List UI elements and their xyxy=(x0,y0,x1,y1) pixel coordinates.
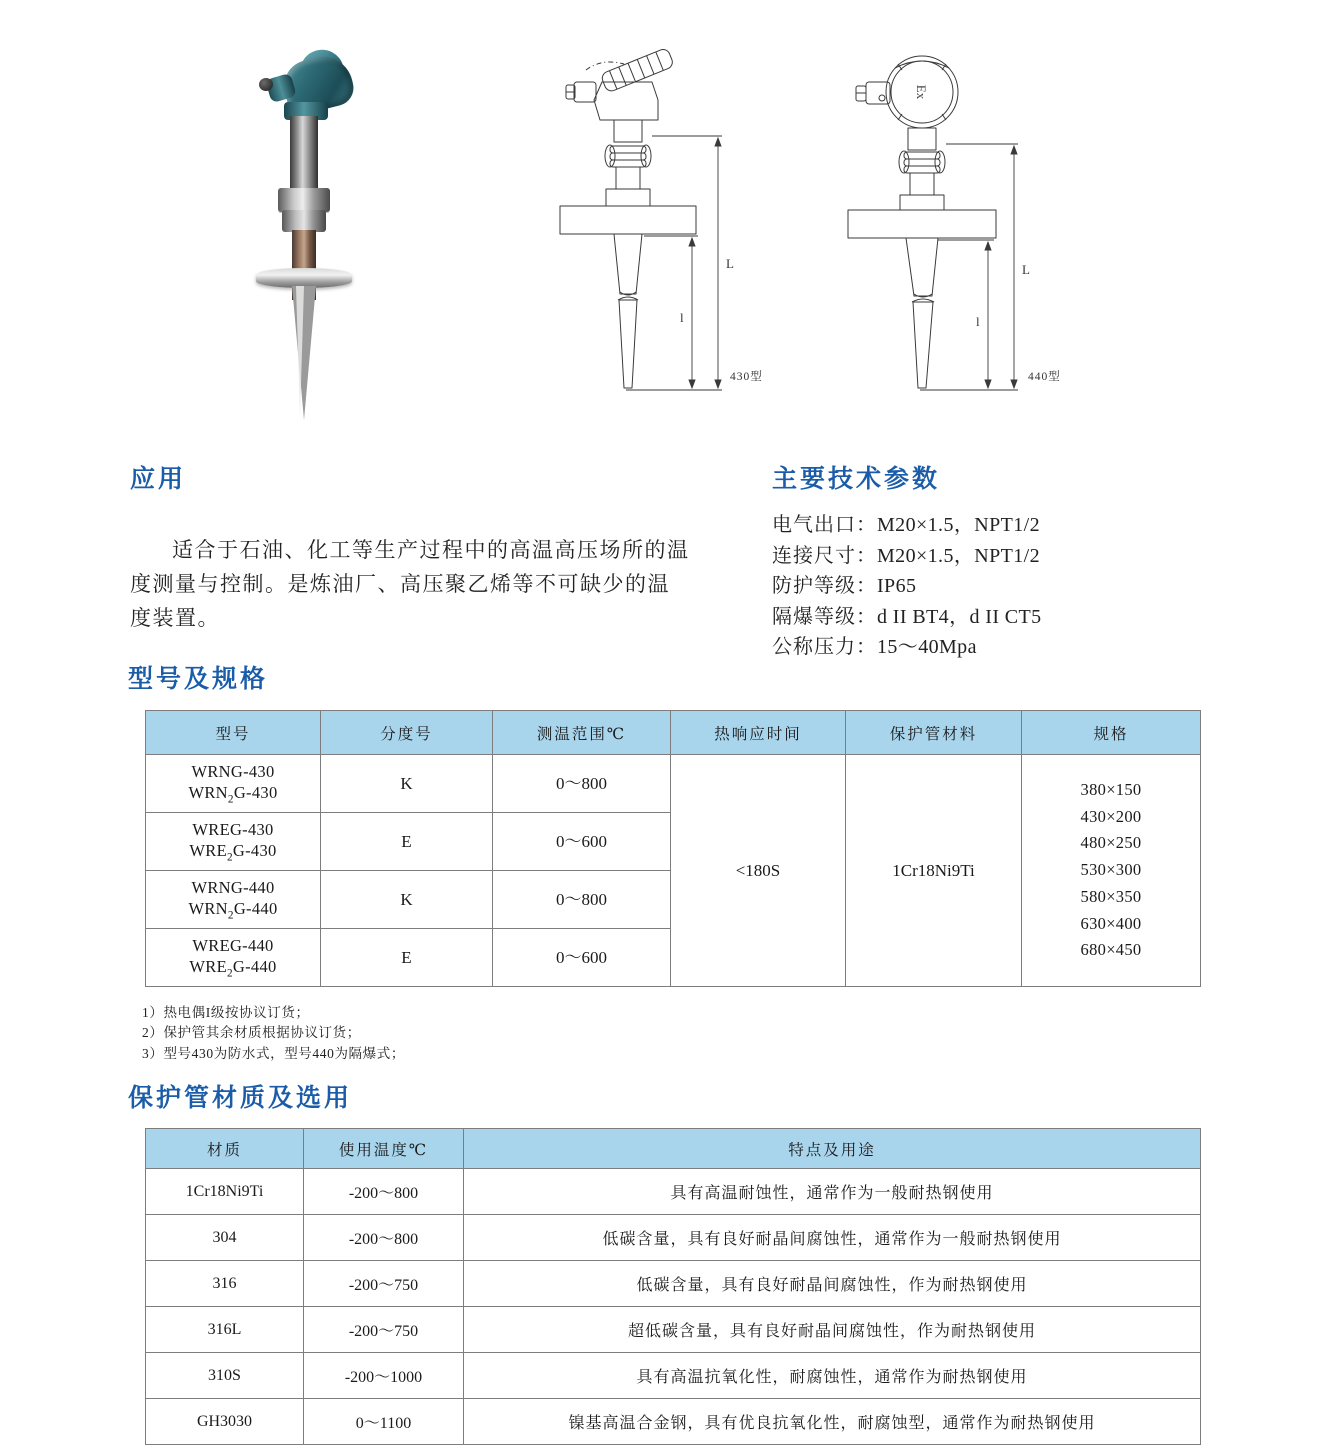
tube-materials-heading: 保护管材质及选用 xyxy=(128,1083,353,1112)
photo-flange xyxy=(256,268,352,288)
cell-range: 0～600 xyxy=(493,813,671,871)
cell-grade: K xyxy=(321,755,493,813)
tech-param-value: M20×1.5，NPT1/2 xyxy=(877,514,1041,536)
photo-hex-nut xyxy=(278,188,330,212)
model-secondary: $WRE_2G-430$ xyxy=(189,840,277,864)
cell-range: 0～800 xyxy=(493,871,671,929)
col-header-response: 热响应时间 xyxy=(671,711,846,755)
cell-grade: E xyxy=(321,813,493,871)
col-header-model: 型号 xyxy=(146,711,321,755)
model-primary: WREG-430 xyxy=(192,819,274,839)
photo-stem xyxy=(290,116,318,192)
dimension-label-L: L xyxy=(726,256,734,271)
figure-caption-440: 440型 xyxy=(1028,371,1061,383)
model-primary: WRNG-430 xyxy=(191,761,275,781)
cell-material: 316 xyxy=(146,1261,304,1307)
size-item: 480×250 xyxy=(1080,833,1142,853)
models-footnotes xyxy=(142,1003,405,1064)
photo-probe-highlight xyxy=(296,286,304,416)
tech-param-label: 防护等级： xyxy=(772,575,877,598)
cell-temperature: -200～750 xyxy=(304,1261,464,1307)
table-row xyxy=(146,755,1201,813)
cell-temperature: -200～800 xyxy=(304,1215,464,1261)
tech-params-list xyxy=(772,510,1242,663)
application-heading: 应用 xyxy=(130,464,187,493)
tech-param-label: 连接尺寸： xyxy=(772,544,877,567)
cell-material: 316L xyxy=(146,1307,304,1353)
table-row xyxy=(146,1169,1201,1215)
cell-feature: 镍基高温合金钢，具有优良抗氧化性，耐腐蚀型，通常作为耐热钢使用 xyxy=(464,1399,1201,1445)
models-heading: 型号及规格 xyxy=(128,664,269,693)
cell-tube-material: 1Cr18Ni9Ti xyxy=(846,755,1022,987)
size-item: 680×450 xyxy=(1080,940,1142,960)
dimension-label-l: l xyxy=(976,314,980,329)
cell-feature: 超低碳含量，具有良好耐晶间腐蚀性，作为耐热钢使用 xyxy=(464,1307,1201,1353)
table-row xyxy=(146,1353,1201,1399)
model-secondary: $WRN_2G-440$ xyxy=(188,898,278,922)
cell-feature: 低碳含量，具有良好耐晶间腐蚀性，通常作为一般耐热钢使用 xyxy=(464,1215,1201,1261)
table-row xyxy=(146,1307,1201,1353)
table-row xyxy=(146,1399,1201,1445)
dimension-label-l: l xyxy=(680,310,684,325)
cell-temperature: -200～800 xyxy=(304,1169,464,1215)
col-header-temperature: 使用温度℃ xyxy=(304,1129,464,1169)
photo-cable-port xyxy=(259,78,273,91)
cell-temperature: -200～750 xyxy=(304,1307,464,1353)
tech-param-item xyxy=(772,632,1242,663)
tube-materials-table xyxy=(145,1128,1201,1445)
table-header-row xyxy=(146,711,1201,755)
cell-grade: K xyxy=(321,871,493,929)
col-header-features: 特点及用途 xyxy=(464,1129,1201,1169)
tech-param-value: M20×1.5，NPT1/2 xyxy=(877,544,1041,567)
tech-param-label: 公称压力： xyxy=(772,636,877,659)
cell-response-time: <180S xyxy=(671,755,846,987)
cell-model xyxy=(146,813,321,871)
footnote-item: 2）保护管其余材质根据协议订货； xyxy=(142,1025,361,1041)
cell-sizes xyxy=(1022,755,1201,987)
cell-model xyxy=(146,755,321,813)
tech-param-value: IP65 xyxy=(877,575,917,598)
tech-param-item xyxy=(772,510,1242,541)
size-item: 580×350 xyxy=(1080,886,1142,906)
col-header-size: 规格 xyxy=(1022,711,1201,755)
col-header-range: 测温范围℃ xyxy=(493,711,671,755)
cell-material: 304 xyxy=(146,1215,304,1261)
col-header-grade: 分度号 xyxy=(321,711,493,755)
cell-feature: 具有高温抗氧化性，耐腐蚀性，通常作为耐热钢使用 xyxy=(464,1353,1201,1399)
cell-material: 310S xyxy=(146,1353,304,1399)
thermocouple-photo xyxy=(212,40,392,410)
table-row xyxy=(146,1215,1201,1261)
cell-range: 0～600 xyxy=(493,929,671,987)
model-secondary: $WRE_2G-440$ xyxy=(189,956,277,980)
size-item: 430×200 xyxy=(1080,806,1142,826)
tech-param-item xyxy=(772,602,1242,633)
figure-caption-430: 430型 xyxy=(730,371,763,383)
size-item: 630×400 xyxy=(1080,913,1142,933)
cell-material: GH3030 xyxy=(146,1399,304,1445)
tech-param-label: 隔爆等级： xyxy=(772,605,877,628)
cell-model xyxy=(146,871,321,929)
tech-param-value: d II BT4，d II CT5 xyxy=(877,605,1042,628)
footnote-item: 1）热电偶I级按协议订货； xyxy=(142,1005,310,1020)
cell-grade: E xyxy=(321,929,493,987)
cell-feature: 具有高温耐蚀性，通常作为一般耐热钢使用 xyxy=(464,1169,1201,1215)
tech-param-item xyxy=(772,571,1242,602)
drawing-440-diagram xyxy=(838,48,1093,398)
models-specs-table xyxy=(145,710,1201,987)
model-primary: WREG-440 xyxy=(192,935,274,955)
cell-range: 0～800 xyxy=(493,755,671,813)
ex-marking-label: Ex xyxy=(914,84,929,100)
product-figures-band xyxy=(0,0,1342,440)
col-header-material: 材质 xyxy=(146,1129,304,1169)
photo-hex-nut-lower xyxy=(282,210,326,232)
cell-temperature: -200～1000 xyxy=(304,1353,464,1399)
tech-param-item xyxy=(772,541,1242,572)
cell-model xyxy=(146,929,321,987)
tech-param-label: 电气出口： xyxy=(772,514,877,536)
size-item: 380×150 xyxy=(1080,779,1142,799)
table-header-row xyxy=(146,1129,1201,1169)
tech-param-value: 15～40Mpa xyxy=(877,636,977,659)
size-item: 530×300 xyxy=(1080,860,1142,880)
footnote-item: 3）型号430为防水式，型号440为隔爆式； xyxy=(142,1045,405,1061)
table-row xyxy=(146,1261,1201,1307)
dimension-label-L: L xyxy=(1022,262,1030,277)
model-secondary: $WRN_2G-430$ xyxy=(188,782,278,806)
drawing-430-diagram xyxy=(556,48,796,398)
model-primary: WRNG-440 xyxy=(191,877,275,897)
cell-temperature: 0～1100 xyxy=(304,1399,464,1445)
cell-material: 1Cr18Ni9Ti xyxy=(146,1169,304,1215)
tech-params-heading: 主要技术参数 xyxy=(772,464,941,493)
cell-feature: 低碳含量，具有良好耐晶间腐蚀性，作为耐热钢使用 xyxy=(464,1261,1201,1307)
application-body: 适合于石油、化工等生产过程中的高温高压场所的温度测量与控制。是炼油厂、高压聚乙烯等不可缺少的温度装置。 xyxy=(130,538,690,631)
col-header-tube-material: 保护管材料 xyxy=(846,711,1022,755)
